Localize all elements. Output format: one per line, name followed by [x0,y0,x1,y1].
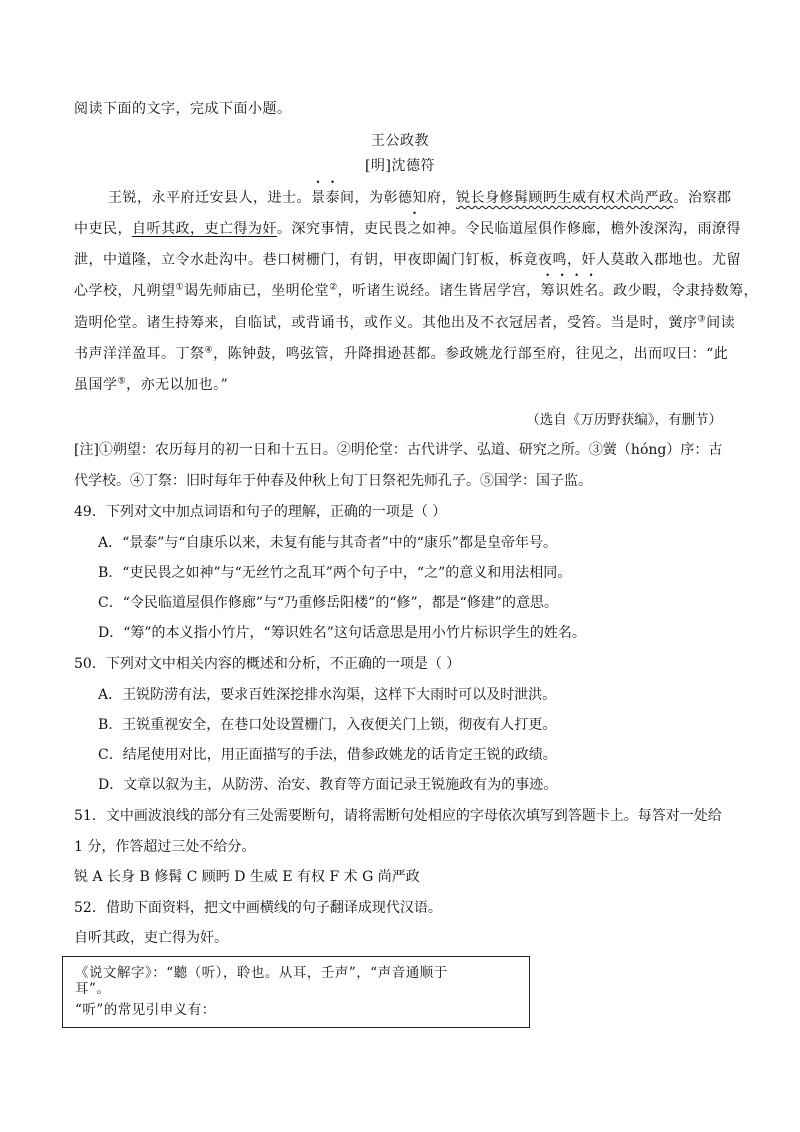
passage-line: 虽国学⑤，亦无以加也。” [74,376,229,393]
dotted-char: 筹 [540,283,556,299]
question-49-option-d: D．“筹”的本义指小竹片，“筹识姓名”这句话意思是用小竹片标识学生的姓名。 [98,625,586,641]
reference-line: 《说文解字》：“聽（听），聆也。从耳，壬声”，“声音通顺于 [75,965,448,981]
dotted-char: 识 [555,283,570,299]
question-49-stem: 49．下列对文中加点词语和句子的理解，正确的一项是（ ） [74,504,447,520]
footnote-marker: ④ [204,345,214,356]
question-50-option-d: D．文章以叙为主，从防涝、治安、教育等方面记录王锐施政有为的事迹。 [98,777,558,793]
question-51-stem: 51．文中画波浪线的部分有三处需要断句，请将需断句处相应的字母依次填写到答题卡上。每答对一处给 [74,808,722,824]
question-51-stem-cont: 1 分，作答超过三处不给分。 [74,839,256,855]
passage-author: [明]沈德符 [365,158,435,174]
passage-line: 书声洋洋盈耳。丁祭④，陈钟鼓，鸣弦管，升降揖逊甚都。参政姚龙行部至府，往见之，出而叹曰：“此 [74,345,729,362]
question-50-stem: 50．下列对文中相关内容的概述和分析，不正确的一项是（ ） [74,656,461,672]
footnote-marker: ⑤ [117,376,127,387]
passage-line: 心学校，凡朔望①谒先师庙已，坐明伦堂②，听诸生说经。诸生皆居学宫，筹识姓名。政少暇，令隶持数筹， [74,282,759,299]
reference-line: 耳”。 [75,981,111,997]
question-50-option-c: C．结尾使用对比，用正面描写的手法，借参政姚龙的话肯定王锐的政绩。 [98,747,557,763]
question-50-option-b: B．王锐重视安全，在巷口处设置栅门，入夜便关门上锁，彻夜有人打更。 [98,717,557,733]
passage-line: 中吏民，自听其政，吏亡得为奸。深究事情，吏民畏之如神。令民临道屋俱作修廊，檐外浚深沟，雨潦得 [74,221,741,237]
question-49-option-c: C．“令民临道屋俱作修廊”与“乃重修岳阳楼”的“修”，都是“修建”的意思。 [98,595,558,611]
reference-line: “听”的常见引申义有： [75,1002,216,1018]
reading-instruction: 阅读下面的文字，完成下面小题。 [74,101,292,117]
dotted-char: 泰 [325,190,340,206]
underlined-sentence: 自听其政，吏亡得为奸 [132,221,277,237]
passage-line: 王锐，永平府迁安县人，进士。景泰间，为彰德知府，锐长身修髯顾眄生威有权术尚严政。治察郡 [108,190,732,206]
footnote-marker: ① [175,282,185,293]
passage-source: （选自《万历野获编》，有删节） [526,412,722,428]
question-50-option-a: A．王锐防涝有法，要求百姓深挖排水沟渠，这样下大雨时可以及时泄洪。 [98,687,557,703]
passage-line: 泄，中道隆，立令水赴沟中。巷口树栅门，有钥，甲夜即阖门钉板，柝竟夜鸣，奸人莫敢入郡地也。尤留 [74,252,741,268]
footnote-marker: ③ [697,314,707,325]
notes-line: 代学校。④丁祭：旧时每年于仲春及仲秋上旬丁日祭祀先师孔子。⑤国学：国子监。 [74,473,592,489]
question-49-option-b: B．“吏民畏之如神”与“无丝竹之乱耳”两个句子中，“之”的意义和用法相同。 [98,565,572,581]
question-52-stem: 52．借助下面资料，把文中画横线的句子翻译成现代汉语。 [74,900,442,916]
question-49-option-a: A．“景泰”与“自康乐以来，未复有能与其奇者”中的“康乐”都是皇帝年号。 [98,535,558,551]
passage-title: 王公政教 [371,133,429,149]
dotted-char: 姓 [569,283,585,299]
wavy-underlined-text: 锐长身修髯顾眄生威有权术尚严政 [456,190,674,206]
dotted-char: 名 [584,283,599,299]
passage-line: 造明伦堂。诸生持筹来，自临试，或背诵书，或作义。其他出及不衣冠居者，受笞。当是时，黉序③间读 [74,314,736,331]
question-51-text: 锐 A 长身 B 修髯 C 顾眄 D 生威 E 有权 F 术 G 尚严政 [74,869,420,885]
footnote-marker: ② [329,282,338,293]
notes-line: [注]①朔望：农历每月的初一日和十五日。②明伦堂：古代讲学、弘道、研究之所。③黉（hóng）序：古 [74,442,723,458]
reference-box [62,956,530,1028]
dotted-char: 景 [311,190,326,206]
dotted-char: 之 [407,221,422,237]
question-52-sentence: 自听其政，吏亡得为奸。 [74,930,228,946]
